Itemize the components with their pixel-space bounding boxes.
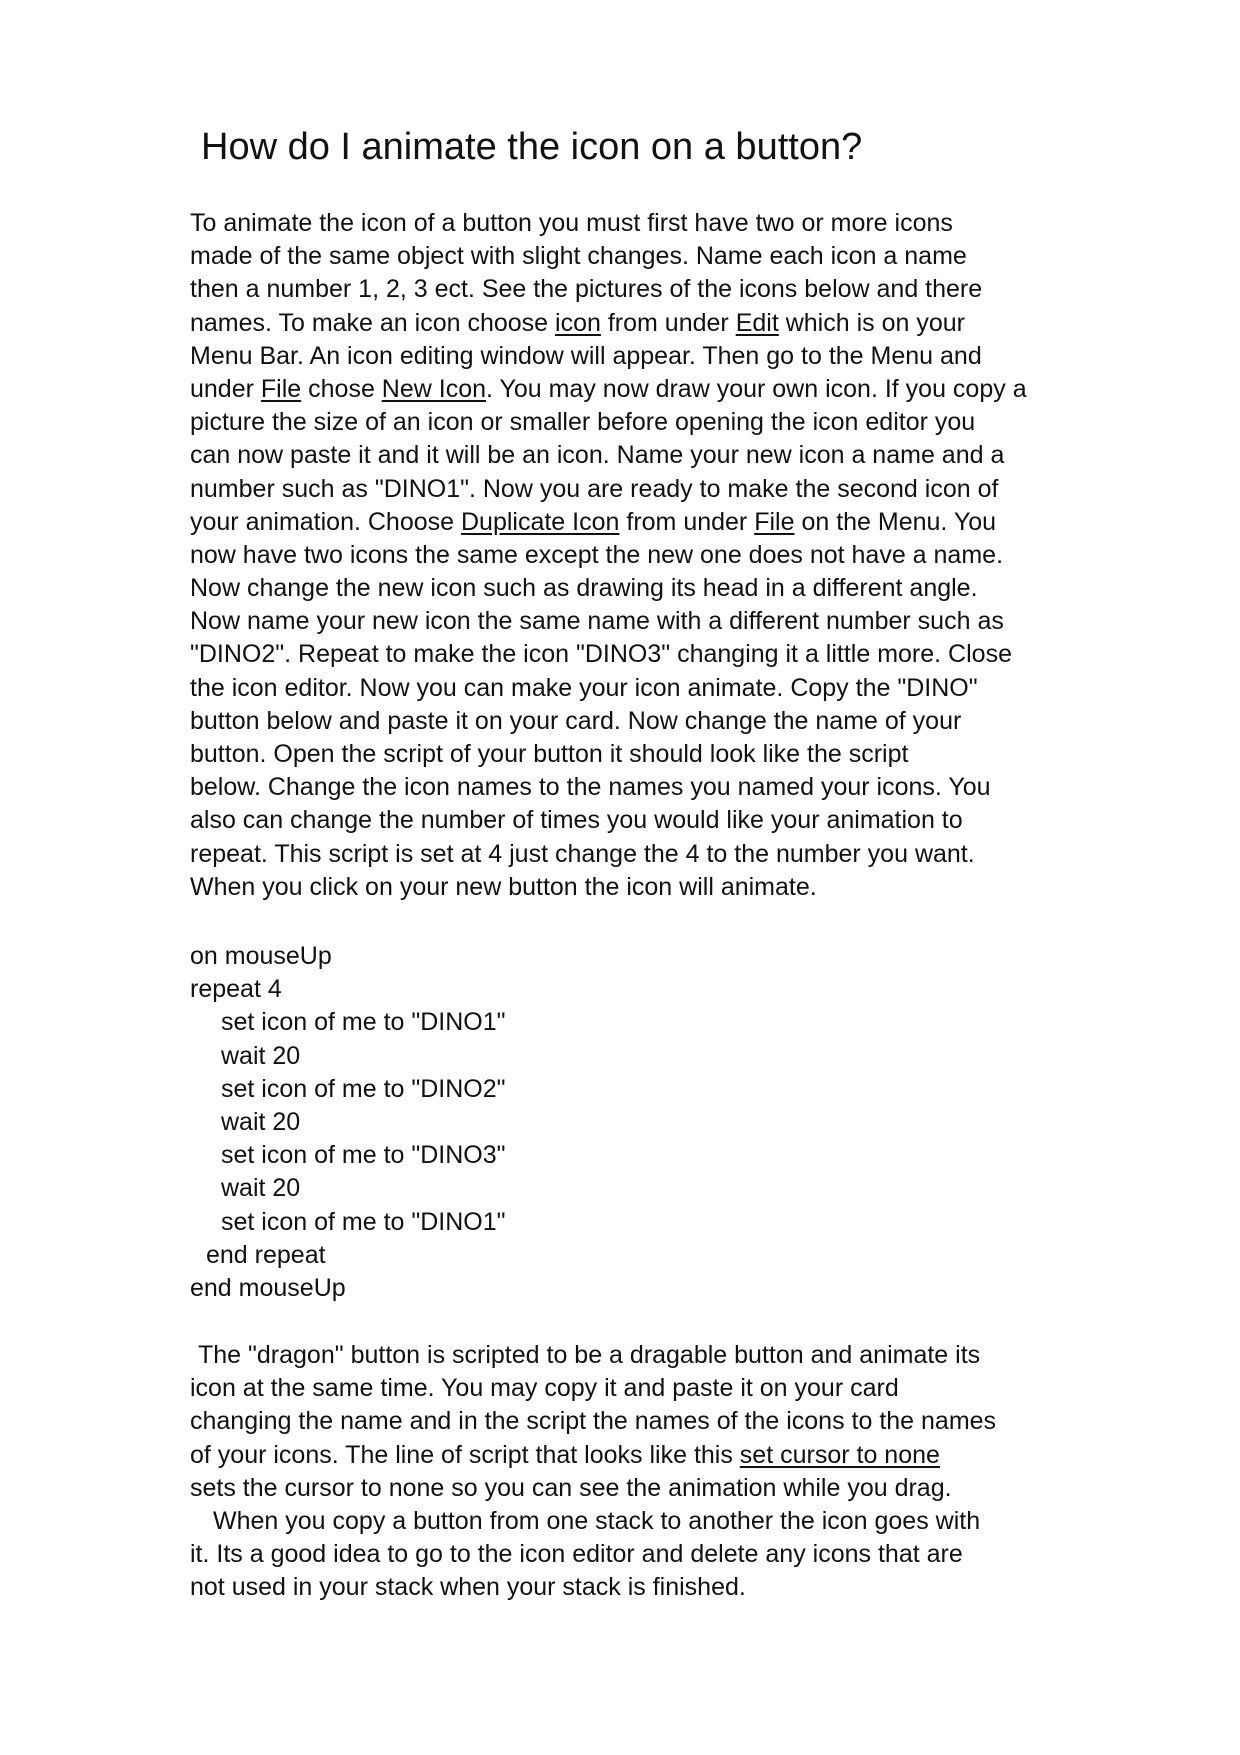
intro-line: [190, 804, 1200, 837]
script-line: set icon of me to "DINO1": [221, 1207, 506, 1236]
text-run: under: [190, 374, 261, 403]
script-line: repeat 4: [190, 975, 282, 1004]
outro-line: [190, 1571, 1200, 1604]
text-run: made of the same object with slight changes. Name each icon a name: [190, 242, 967, 271]
text-run: When you copy a button from one stack to another the icon goes with: [213, 1506, 981, 1535]
outro-line: [190, 1372, 1200, 1405]
intro-line: [190, 473, 1200, 506]
script-line: wait 20: [221, 1107, 301, 1136]
text-run: sets the cursor to none so you can see the animation while you drag.: [190, 1473, 952, 1502]
text-run: from under: [600, 308, 736, 337]
script-line: set icon of me to "DINO3": [221, 1141, 506, 1170]
text-run: names. To make an icon choose: [190, 308, 556, 337]
text-run: To animate the icon of a button you must first have two or more icons: [190, 209, 953, 237]
text-run: button below and paste it on your card. Now change the name of your: [190, 706, 962, 735]
script-line: set icon of me to "DINO2": [221, 1074, 506, 1103]
text-run: . You may now draw your own icon. If you copy a: [486, 374, 1027, 403]
intro-paragraph: [190, 207, 1200, 904]
closing-paragraphs: [190, 1339, 1200, 1605]
text-run: of your icons. The line of script that looks like this: [190, 1440, 740, 1469]
underlined-term: File: [754, 507, 795, 536]
script-line: on mouseUp: [190, 942, 332, 970]
outro-line: [190, 1472, 1200, 1505]
outro-line: [190, 1405, 1200, 1438]
intro-line: [190, 705, 1200, 738]
intro-line: [190, 771, 1200, 804]
outro-line: [190, 1439, 1200, 1472]
outro-line: [190, 1505, 1200, 1538]
text-run: chose: [301, 374, 382, 403]
text-run: then a number 1, 2, 3 ect. See the pictures of the icons below and there: [190, 275, 983, 304]
intro-line: [190, 240, 1200, 273]
page-title: How do I animate the icon on a button?: [201, 126, 863, 168]
intro-line: [190, 605, 1200, 638]
intro-line: [190, 506, 1200, 539]
intro-line: [190, 307, 1200, 340]
text-run: which is on your: [778, 308, 965, 337]
text-run: Now name your new icon the same name with a different number such as: [190, 607, 1004, 636]
text-run: also can change the number of times you would like your animation to: [190, 806, 963, 835]
text-run: button. Open the script of your button it should look like the script: [190, 740, 909, 768]
text-run: from under: [619, 507, 755, 536]
script-line: set icon of me to "DINO1": [221, 1008, 506, 1037]
text-run: Now change the new icon such as drawing its head in a different angle.: [190, 574, 978, 603]
script-line: end mouseUp: [190, 1273, 346, 1302]
intro-line: [190, 373, 1200, 406]
text-run: picture the size of an icon or smaller before opening the icon editor you: [190, 408, 976, 437]
intro-line: [190, 572, 1200, 605]
intro-line: [190, 406, 1200, 439]
text-run: on the Menu. You: [794, 507, 997, 536]
text-run: repeat. This script is set at 4 just change the 4 to the number you want.: [190, 839, 975, 868]
script-line: wait 20: [221, 1041, 301, 1070]
text-run: now have two icons the same except the new one does not have a name.: [190, 540, 1004, 569]
intro-line: [190, 207, 1200, 240]
underlined-term: Edit: [735, 308, 779, 337]
intro-line: [190, 539, 1200, 572]
script-line: wait 20: [221, 1174, 301, 1203]
script-code-block: [190, 940, 1200, 1305]
underlined-term: File: [260, 374, 302, 403]
text-run: your animation. Choose: [190, 507, 461, 536]
intro-line: [190, 340, 1200, 373]
underlined-term: set cursor to none: [739, 1440, 940, 1469]
text-run: icon at the same time. You may copy it and paste it on your card: [190, 1374, 899, 1403]
text-run: When you click on your new button the icon will animate.: [190, 872, 817, 901]
text-run: "DINO2". Repeat to make the icon "DINO3" changing it a little more. Close: [190, 640, 1012, 669]
underlined-term: Duplicate Icon: [460, 507, 620, 536]
intro-line: [190, 672, 1200, 705]
text-run: the icon editor. Now you can make your icon animate. Copy the "DINO": [190, 673, 978, 702]
outro-line: [190, 1339, 1200, 1372]
intro-line: [190, 273, 1200, 306]
text-run: number such as "DINO1". Now you are ready to make the second icon of: [190, 474, 999, 503]
text-run: can now paste it and it will be an icon. Name your new icon a name and a: [190, 441, 1005, 470]
intro-line: [190, 838, 1200, 871]
outro-line: [190, 1538, 1200, 1571]
text-run: it. Its a good idea to go to the icon editor and delete any icons that are: [190, 1540, 963, 1569]
script-line: end repeat: [206, 1240, 326, 1269]
underlined-term: icon: [555, 308, 601, 337]
text-run: Menu Bar. An icon editing window will appear. Then go to the Menu and: [190, 341, 982, 370]
text-run: not used in your stack when your stack is finished.: [190, 1573, 746, 1602]
intro-line: [190, 871, 1200, 904]
intro-line: [190, 738, 1200, 771]
text-run: changing the name and in the script the names of the icons to the names: [190, 1407, 997, 1436]
intro-line: [190, 638, 1200, 671]
intro-line: [190, 439, 1200, 472]
underlined-term: New Icon: [381, 374, 487, 403]
text-run: below. Change the icon names to the names you named your icons. You: [190, 773, 991, 802]
text-run: The "dragon" button is scripted to be a dragable button and animate its: [198, 1341, 981, 1369]
